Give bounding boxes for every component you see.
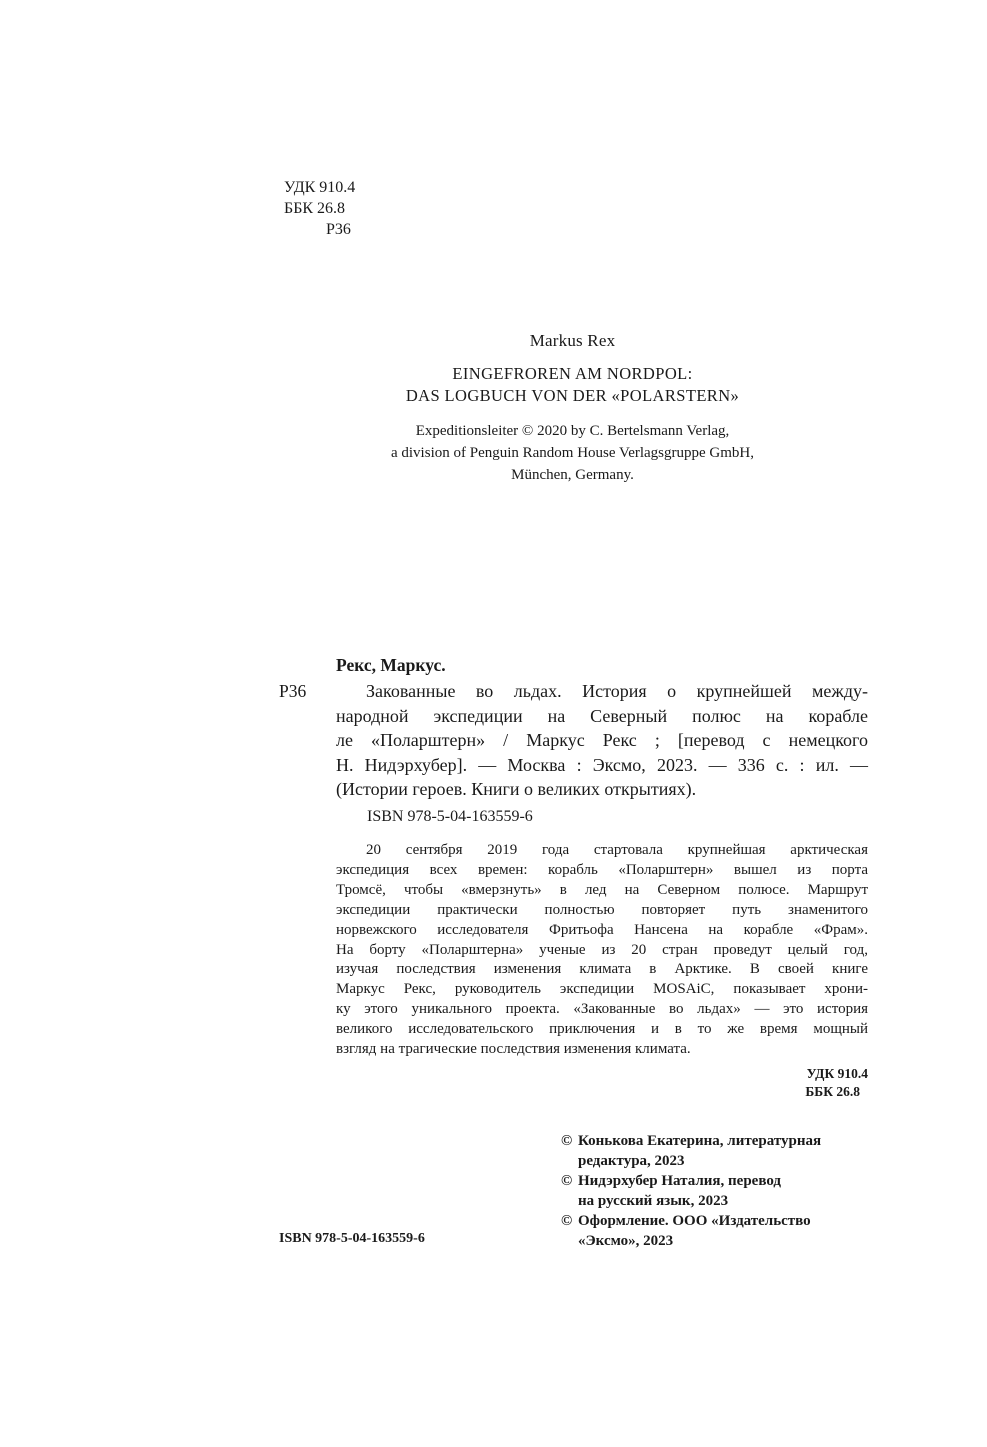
copyright-line: Нидэрхубер Наталия, перевод bbox=[578, 1173, 781, 1189]
annotation-line: изучая последствия изменения климата в Арктике. В своей книге bbox=[336, 961, 868, 978]
udk-code: УДК 910.4 bbox=[284, 179, 356, 196]
copyright-entry bbox=[561, 1131, 876, 1171]
copyright-entry bbox=[561, 1171, 876, 1211]
card-annotation bbox=[336, 841, 868, 1060]
description-line: (Истории героев. Книги о великих открытиях). bbox=[336, 779, 697, 799]
annotation-line: экспедиция всех времен: корабль «Поларштерн» вышел из порта bbox=[336, 861, 868, 878]
description-line: ле «Поларштерн» / Маркус Рекс ; [перевод с немецкого bbox=[336, 730, 868, 750]
annotation-line: экспедиции практически полностью повторяет путь знаменитого bbox=[336, 901, 868, 918]
copyright-line: «Эксмо», 2023 bbox=[578, 1233, 674, 1249]
original-rights-line-3: München, Germany. bbox=[511, 467, 634, 483]
original-title-line-2: DAS LOGBUCH VON DER «POLARSTERN» bbox=[405, 386, 740, 405]
isbn-bottom: ISBN 978-5-04-163559-6 bbox=[279, 1231, 425, 1246]
annotation-line: ку этого уникального проекта. «Закованные во льдах» — это история bbox=[336, 1001, 868, 1018]
copyright-mark: © bbox=[561, 1173, 573, 1189]
original-rights-line-2: a division of Penguin Random House Verlagsgruppe GmbH, bbox=[390, 445, 755, 461]
description-line: народной экспедиции на Северный полюс на корабле bbox=[336, 705, 868, 726]
annotation-line: 20 сентября 2019 года стартовала крупнейшая арктическая bbox=[366, 842, 868, 858]
card-description bbox=[336, 679, 868, 802]
card-bbk: ББК 26.8 bbox=[805, 1084, 860, 1099]
bbk-code: ББК 26.8 bbox=[284, 200, 346, 217]
description-line: Закованные во льдах. История о крупнейшей между- bbox=[366, 681, 868, 701]
card-classification bbox=[760, 1065, 868, 1101]
annotation-line: великого исследовательского приключения и в то же время мощный bbox=[336, 1021, 868, 1038]
copyright-line: Конькова Екатерина, литературная bbox=[578, 1133, 822, 1149]
annotation-line: Тромсё, чтобы «вмерзнуть» в лед на Северном полюсе. Маршрут bbox=[336, 881, 868, 898]
card-author-mark: Р36 bbox=[279, 681, 307, 701]
copyright-mark: © bbox=[561, 1133, 573, 1149]
author-mark: Р36 bbox=[326, 221, 351, 238]
copyright-mark: © bbox=[561, 1213, 573, 1229]
card-author-heading: Рекс, Маркус. bbox=[336, 655, 446, 675]
copyrights bbox=[561, 1131, 876, 1251]
copyright-line: на русский язык, 2023 bbox=[578, 1193, 729, 1209]
classification-top bbox=[284, 177, 355, 240]
original-title-line-1: EINGEFROREN AM NORDPOL: bbox=[452, 364, 693, 383]
original-edition bbox=[300, 330, 845, 486]
annotation-line: На борту «Поларштерна» ученые из 20 стран проведут целый год, bbox=[336, 941, 868, 958]
annotation-line: взгляд на трагические последствия изменения климата. bbox=[336, 1041, 691, 1058]
annotation-line: норвежского исследователя Фритьофа Нансена на корабле «Фрам». bbox=[336, 921, 868, 938]
card-isbn: ISBN 978-5-04-163559-6 bbox=[367, 808, 533, 825]
annotation-line: Маркус Рекс, руководитель экспедиции MOSAiC, показывает хрони- bbox=[336, 981, 868, 998]
copyright-entry bbox=[561, 1211, 876, 1251]
original-rights-line-1: Expeditionsleiter © 2020 by C. Bertelsmann Verlag, bbox=[415, 423, 730, 439]
card-udk: УДК 910.4 bbox=[806, 1066, 868, 1081]
description-line: Н. Нидэрхубер]. — Москва : Эксмо, 2023. — 336 с. : ил. — bbox=[336, 754, 868, 775]
copyright-line: редактура, 2023 bbox=[578, 1153, 685, 1169]
original-author: Markus Rex bbox=[529, 331, 616, 350]
copyright-line: Оформление. ООО «Издательство bbox=[578, 1213, 811, 1229]
